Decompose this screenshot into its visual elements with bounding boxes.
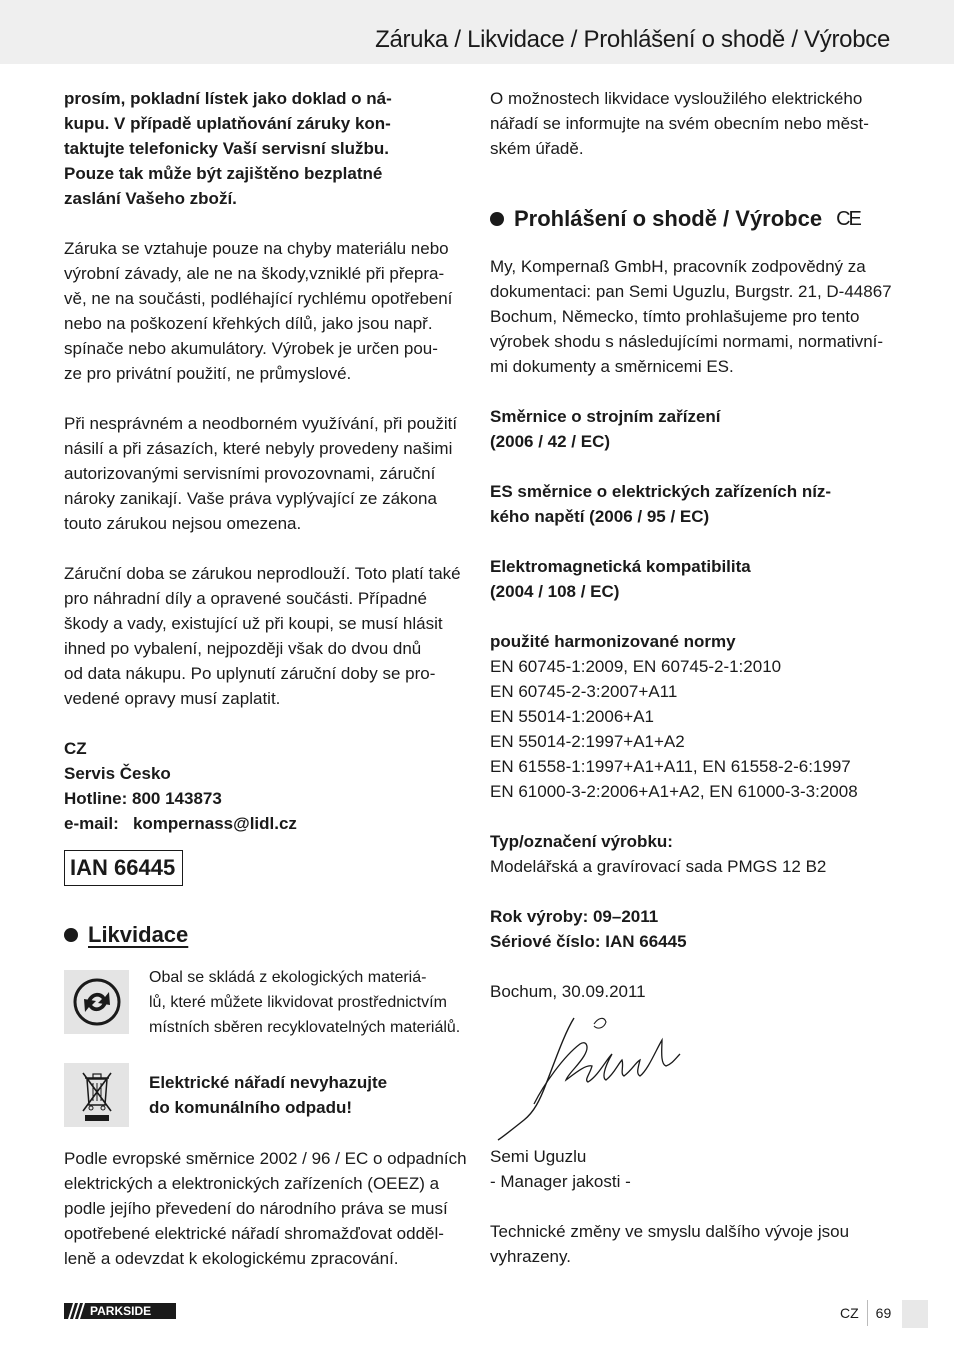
text-line: (2006 / 42 / EC) [490,432,611,451]
text-line: mi dokumenty a směrnicemi ES. [490,357,734,376]
footer-divider [867,1300,868,1326]
warranty-intro [64,86,468,211]
production-info [490,904,895,954]
bullet-icon [64,928,78,942]
text-line: do komunálního odpadu! [149,1098,353,1117]
signer-block [490,1144,895,1194]
right-column [490,86,895,1269]
standards-heading: použité harmonizované normy [490,632,736,651]
product-type-value: Modelářská a gravírovací sada PMGS 12 B2 [490,857,827,876]
text-line: (2004 / 108 / EC) [490,582,620,601]
text-line: Záruka se vztahuje pouze na chyby materiálu nebo [64,239,449,258]
directive-paragraph [64,1146,468,1271]
text-line: kého napětí (2006 / 95 / EC) [490,507,710,526]
service-country: CZ [64,739,87,758]
text-line: My, Kompernaß GmbH, pracovník zodpovědný za [490,257,866,276]
text-line: spínače nebo akumulátory. Výrobek je určen pou- [64,339,438,358]
page-number: 69 [875,1305,892,1321]
text-line: lů, které můžete likvidovat prostřednictvím [149,994,447,1011]
text-line: Směrnice o strojním zařízení [490,407,721,426]
weee-row [64,1063,468,1127]
product-type-block [490,829,895,879]
signature-image [494,1004,694,1144]
packaging-text [149,965,460,1040]
disposal-heading-text: Likvidace [88,922,189,947]
conformity-heading [490,206,895,232]
technical-changes-note [490,1219,895,1269]
left-column [64,86,468,1271]
service-email-link[interactable]: kompernass@lidl.cz [132,814,297,833]
text-line: násilí a při zásazích, které nebyly provedeny našimi [64,439,453,458]
text-line: Záruční doba se zárukou neprodlouží. Toto platí také [64,564,461,583]
text-line: nářadí se informujte na svém obecním nebo měst- [490,114,869,133]
disposal-heading [64,922,468,948]
parkside-logo [64,1303,176,1319]
text-line: vyhrazeny. [490,1247,571,1266]
directive-machinery [490,404,895,454]
service-name: Servis Česko [64,764,171,783]
standard-item: EN 60745-2-3:2007+A11 [490,682,678,701]
text-line: pro náhradní díly a opravené součásti. Případné [64,589,427,608]
standard-item: EN 60745-1:2009, EN 60745-2-1:2010 [490,657,782,676]
text-line: vedené opravy musí zaplatit. [64,689,281,708]
text-line: ES směrnice o elektrických zařízeních níz- [490,482,832,501]
text-line: opotřebené elektrické nářadí shromažďovat odděl- [64,1224,444,1243]
weee-text [149,1070,387,1120]
serial-number: Sériové číslo: IAN 66445 [490,932,687,951]
conformity-heading-text: Prohlášení o shodě / Výrobce [514,206,823,231]
page-footer [840,1300,891,1326]
signer-role: - Manager jakosti - [490,1172,631,1191]
text-line: Pouze tak může být zajištěno bezplatné [64,164,383,183]
text-line: prosím, pokladní lístek jako doklad o ná- [64,89,392,108]
product-type-label: Typ/označení výrobku: [490,832,673,851]
declaration-paragraph [490,254,895,379]
text-line: dokumentaci: pan Semi Uguzlu, Burgstr. 21, D-44867 [490,282,892,301]
page-title: Záruka / Likvidace / Prohlášení o shodě / Výrobce [375,26,890,53]
standard-item: EN 55014-2:1997+A1+A2 [490,732,685,751]
text-line: touto zárukou nejsou omezena. [64,514,302,533]
recycle-icon [64,970,129,1034]
disposal-info-paragraph [490,86,895,161]
standard-item: EN 61000-3-2:2006+A1+A2, EN 61000-3-3:2008 [490,782,858,801]
text-line: místních sběren recyklovatelných materiálů. [149,1019,461,1036]
text-line: ze pro privátní použití, ne průmyslové. [64,364,352,383]
logo-stripes-icon [64,1303,86,1319]
text-line: Obal se skládá z ekologických materiá- [149,969,427,986]
service-contact [64,736,468,836]
packaging-recycle-row [64,970,468,1040]
signer-name: Semi Uguzlu [490,1147,587,1166]
crossed-bin-icon [64,1063,129,1127]
ian-box: IAN 66445 [64,850,183,886]
text-line: ihned po vybalení, nejpozději však do dvou dnů [64,639,422,658]
text-line: Bochum, Německo, tímto prohlašujeme pro tento [490,307,860,326]
place-date: Bochum, 30.09.2011 [490,982,646,1001]
text-line: Při nesprávném a neodborném využívání, při použití [64,414,458,433]
text-line: zaslání Vašeho zboží. [64,189,237,208]
text-line: taktujte telefonicky Vaší servisní službu. [64,139,390,158]
production-year: Rok výroby: 09–2011 [490,907,659,926]
header-bar [0,0,954,64]
text-line: leně a odevzdat k ekologickému zpracování. [64,1249,399,1268]
service-hotline[interactable]: Hotline: 800 143873 [64,789,222,808]
bullet-icon [490,212,504,226]
text-line: ském úřadě. [490,139,584,158]
warranty-period-paragraph [64,561,468,711]
text-line: O možnostech likvidace vysloužilého elektrického [490,89,863,108]
text-line: škody a vady, existující už při koupi, se musí hlásit [64,614,443,633]
brand-name: PARKSIDE [90,1304,152,1318]
standard-item: EN 55014-1:2006+A1 [490,707,654,726]
text-line: podle jejího převedení do národního práva se musí [64,1199,448,1218]
warranty-scope-paragraph [64,236,468,386]
text-line: vě, ne na součásti, podléhající rychlému opotřebení [64,289,453,308]
text-line: nebo na poškození křehkých dílů, jako jsou např. [64,314,433,333]
email-label: e-mail: [64,814,119,833]
standard-item: EN 61558-1:1997+A1+A11, EN 61558-2-6:1997 [490,757,851,776]
text-line: elektrických a elektronických zařízeních (OEEZ) a [64,1174,440,1193]
directive-emc [490,554,895,604]
text-line: Elektrické nářadí nevyhazujte [149,1073,388,1092]
text-line: od data nákupu. Po uplynutí záruční doby se pro- [64,664,436,683]
text-line: Technické změny ve smyslu dalšího vývoje jsou [490,1222,850,1241]
text-line: Podle evropské směrnice 2002 / 96 / EC o odpadních [64,1149,467,1168]
language-code: CZ [840,1305,859,1321]
text-line: Elektromagnetická kompatibilita [490,557,751,576]
text-line: výrobní závady, ale ne na škody,vzniklé při přepra- [64,264,445,283]
service-email-line [64,811,468,836]
text-line: autorizovanými servisními provozovnami, záruční [64,464,436,483]
text-line: kupu. V případě uplatňování záruky kon- [64,114,391,133]
page-tab [902,1300,928,1328]
text-line: nároky zanikají. Vaše práva vyplývající ze zákona [64,489,437,508]
directive-low-voltage [490,479,895,529]
standards-block [490,629,895,804]
ce-mark-icon: CE [836,207,860,230]
text-line: výrobek shodu s následujícími normami, normativní- [490,332,884,351]
warranty-misuse-paragraph [64,411,468,536]
